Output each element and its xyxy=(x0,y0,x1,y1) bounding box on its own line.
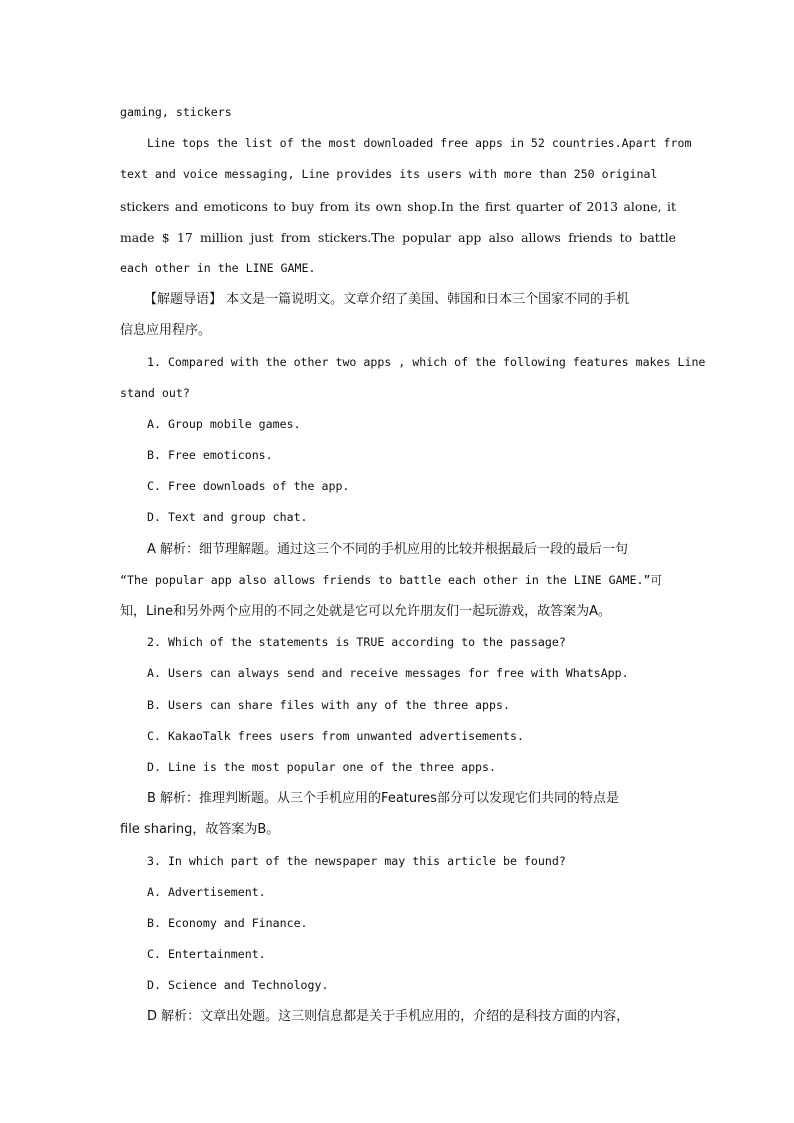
explanation-line: D 解析：文章出处题。这三则信息都是关于手机应用的，介绍的是科技方面的内容， xyxy=(147,1009,630,1025)
question-1-stem: stand out? xyxy=(120,385,190,400)
passage-line: stickers and emoticons to buy from its own shop.In the first quarter of 2013 alone, it xyxy=(120,198,676,214)
option-a: A. Users can always send and receive messages for free with WhatsApp. xyxy=(147,666,629,681)
option-d: D. Line is the most popular one of the three apps. xyxy=(147,759,497,774)
explanation-line: 知，Line和另外两个应用的不同之处就是它可以允许朋友们一起玩游戏，故答案为A。 xyxy=(120,604,611,619)
passage-line: text and voice messaging, Line provides its users with more than 250 original xyxy=(120,167,658,182)
option-b: B. Free emoticons. xyxy=(147,448,273,463)
document-page xyxy=(120,97,706,1033)
explanation-line: B 解析：推理判断题。从三个手机应用的Features部分可以发现它们共同的特点是 xyxy=(147,791,619,807)
question-3-stem: 3. In which part of the newspaper may this article be found? xyxy=(147,853,566,868)
explanation-line: file sharing，故答案为B。 xyxy=(120,822,280,838)
option-a: A. Group mobile games. xyxy=(147,416,301,431)
option-b: B. Economy and Finance. xyxy=(147,915,308,930)
explanation-line: A 解析：细节理解题。通过这三个不同的手机应用的比较并根据最后一段的最后一句 xyxy=(147,541,629,557)
option-d: D. Science and Technology. xyxy=(147,978,329,993)
passage-line: made $ 17 million just from stickers.The popular app also allows friends to battle xyxy=(120,229,676,245)
option-a: A. Advertisement. xyxy=(147,884,266,899)
guide-line: 信息应用程序。 xyxy=(120,323,212,339)
explanation-line: “The popular app also allows friends to battle each other in the LINE GAME.”可 xyxy=(120,572,663,587)
passage-line: gaming, stickers xyxy=(120,105,232,119)
option-c: C. Entertainment. xyxy=(147,947,266,962)
question-2-stem: 2. Which of the statements is TRUE according to the passage? xyxy=(147,635,566,650)
option-b: B. Users can share files with any of the three apps. xyxy=(147,697,510,712)
option-d: D. Text and group chat. xyxy=(147,510,308,525)
passage-line: each other in the LINE GAME. xyxy=(120,260,316,275)
question-1-stem: 1. Compared with the other two apps , which of the following features makes Line xyxy=(147,354,706,369)
guide-line: 【解题导语】 本文是一篇说明文。文章介绍了美国、韩国和日本三个国家不同的手机 xyxy=(144,292,630,308)
option-c: C. Free downloads of the app. xyxy=(147,479,350,494)
option-c: C. KakaoTalk frees users from unwanted advertisements. xyxy=(147,728,524,743)
passage-line: Line tops the list of the most downloaded free apps in 52 countries.Apart from xyxy=(147,136,692,151)
